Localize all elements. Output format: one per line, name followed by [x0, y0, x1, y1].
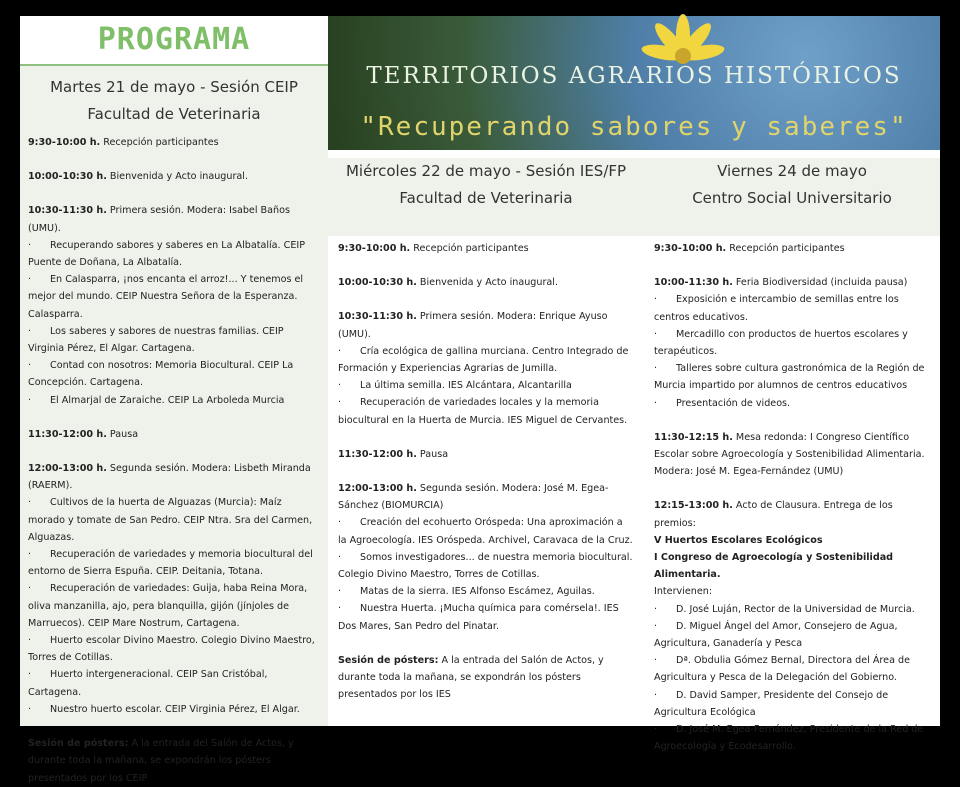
list-item-text: Recuperación de variedades: Guija, haba Reina Mora, oliva manzanilla, ajo, pera blanquilla, gijón (jínjoles de Marruecos). CEIP Mare Nostrum, Cartagena.: [28, 583, 308, 629]
bullet-icon: ·: [338, 551, 342, 563]
entry-text: A la entrada del Salón de Actos, y durante toda la mañana, se expondrán los pósters presentados por los IES: [338, 654, 604, 701]
schedule-entry: [28, 735, 320, 787]
entry-text: Mesa redonda: I Congreso Científico Escolar sobre Agroecología y Sostenibilidad Alimentaria. Modera: José M. Egea-Fernández (UMU): [654, 431, 925, 478]
mid-session-day: Miércoles 22 de mayo - Sesión IES/FP: [345, 162, 627, 180]
entry-time: 10:00-10:30 h.: [28, 171, 107, 183]
list-item-text: Presentación de videos.: [676, 397, 791, 409]
spacer: [338, 635, 634, 652]
entry-time: 10:30-11:30 h.: [28, 205, 107, 217]
left-session-venue: Facultad de Veterinaria: [87, 105, 261, 123]
list-item-text: Somos investigadores... de nuestra memoria biocultural. Colegio Divino Maestro, Torres de Cotillas.: [338, 551, 633, 581]
list-item: [28, 701, 320, 718]
bullet-icon: ·: [28, 703, 32, 715]
bullet-icon: ·: [338, 397, 342, 409]
programa-header: [20, 16, 328, 66]
bullet-icon: ·: [338, 517, 342, 529]
list-item-text: Talleres sobre cultura gastronómica de la Región de Murcia impartido por alumnos de centros educativos: [654, 363, 925, 392]
spacer: [28, 409, 320, 426]
bullet-icon: ·: [28, 583, 32, 595]
list-item-text: Creación del ecohuerto Oróspeda: Una aproximación a la Agroecología. IES Oróspeda. Archivel, Caravaca de la Cruz.: [338, 517, 633, 546]
schedule-entry: [654, 549, 930, 583]
program-card: [20, 16, 940, 784]
bullet-icon: ·: [28, 239, 32, 251]
entry-text: Intervienen:: [654, 586, 713, 598]
entry-time: 11:30-12:00 h.: [338, 448, 417, 460]
programa-title: PROGRAMA: [97, 22, 251, 57]
list-item-text: Nuestra Huerta. ¡Mucha química para comérsela!. IES Dos Mares, San Pedro del Pinatar.: [338, 603, 619, 632]
list-item: [338, 343, 634, 377]
schedule-entry: [338, 480, 634, 514]
list-item-text: Recuperando sabores y saberes en La Albatalía. CEIP Puente de Doñana, La Albatalía.: [28, 239, 306, 269]
list-item: [654, 652, 930, 686]
schedule-entry: [338, 308, 634, 342]
bullet-icon: ·: [28, 325, 32, 337]
bullet-icon: ·: [338, 380, 342, 392]
list-item-text: D. José Luján, Rector de la Universidad de Murcia.: [676, 603, 915, 615]
entry-time: 12:15-13:00 h.: [654, 500, 733, 512]
list-item-text: El Almarjal de Zaraiche. CEIP La Arboleda Murcia: [50, 394, 285, 406]
list-item: [654, 326, 930, 360]
list-item-text: D. David Samper, Presidente del Consejo de Agricultura Ecológica: [654, 689, 889, 718]
entry-text: Recepción participantes: [410, 243, 529, 254]
schedule-entry: [338, 240, 634, 257]
right-session-venue: Centro Social Universitario: [692, 189, 892, 207]
left-schedule: [20, 128, 328, 787]
list-item: [338, 377, 634, 394]
spacer: [654, 412, 930, 429]
schedule-entry: [28, 168, 320, 185]
list-item: [28, 392, 320, 409]
entry-time: 10:00-10:30 h.: [338, 277, 417, 289]
list-item: [28, 580, 320, 632]
bullet-icon: ·: [338, 345, 342, 357]
spacer: [28, 443, 320, 460]
list-item: [28, 632, 320, 666]
banner-title: TERRITORIOS AGRARIOS HISTÓRICOS: [366, 63, 902, 89]
list-item: [28, 494, 320, 546]
list-item-text: Huerto escolar Divino Maestro. Colegio Divino Maestro, Torres de Cotillas.: [28, 635, 315, 664]
entry-time: 10:30-11:30 h.: [338, 311, 417, 323]
list-item: [338, 514, 634, 548]
bullet-icon: ·: [28, 360, 32, 372]
list-item-text: Contad con nosotros: Memoria Biocultural. CEIP La Concepción. Cartagena.: [28, 360, 294, 389]
schedule-entry: [654, 583, 930, 600]
list-item: [654, 360, 930, 394]
entry-time: 10:00-11:30 h.: [654, 277, 733, 289]
entry-text: Recepción participantes: [726, 243, 845, 254]
list-item: [338, 583, 634, 600]
entry-text: Segunda sesión. Modera: Lisbeth Miranda (RAERM).: [28, 463, 311, 492]
entry-text: Bienvenida y Acto inaugural.: [106, 171, 248, 183]
list-item-text: Recuperación de variedades y memoria biocultural del entorno de Sierra Espuña. CEIP. Deitania, Totana.: [28, 549, 313, 578]
list-item-text: Dª. Obdulia Gómez Bernal, Directora del Área de Agricultura y Pesca de la Delegación del Gobierno.: [654, 655, 910, 684]
bullet-icon: ·: [338, 586, 342, 598]
list-item-text: Matas de la sierra. IES Alfonso Escámez, Aguilas.: [360, 586, 595, 598]
bullet-icon: ·: [28, 274, 32, 286]
list-item: [654, 687, 930, 721]
entry-time: Sesión de pósters:: [28, 738, 129, 750]
spacer: [338, 257, 634, 274]
entry-time: 9:30-10:00 h.: [28, 137, 101, 148]
bullet-icon: ·: [28, 635, 32, 647]
list-item-text: Los saberes y sabores de nuestras familias. CEIP Virginia Pérez, El Algar. Cartagena.: [28, 325, 284, 355]
entry-time: 12:00-13:00 h.: [338, 483, 417, 495]
list-item-text: La última semilla. IES Alcántara, Alcantarilla: [360, 380, 572, 392]
spacer: [654, 480, 930, 497]
list-item-text: Nuestro huerto escolar. CEIP Virginia Pérez, El Algar.: [50, 703, 300, 715]
left-column: [20, 16, 328, 784]
entry-text: Primera sesión. Modera: Isabel Baños (UMU).: [28, 205, 290, 234]
list-item: [28, 237, 320, 271]
list-item-text: Exposición e intercambio de semillas entre los centros educativos.: [654, 294, 899, 323]
list-item: [654, 618, 930, 652]
spacer: [28, 151, 320, 168]
right-schedule: [644, 236, 940, 755]
banner-image: [328, 16, 940, 150]
entry-time: 11:30-12:00 h.: [28, 428, 107, 440]
schedule-entry: [28, 460, 320, 494]
bullet-icon: ·: [654, 397, 658, 409]
schedule-entry: [654, 274, 930, 291]
list-item: [28, 666, 320, 700]
list-item-text: En Calasparra, ¡nos encanta el arroz!... Y tenemos el mejor del mundo. CEIP Nuestra Señora de la Esperanza. Calasparra.: [28, 274, 304, 320]
entry-text: A la entrada del Salón de Actos, y durante toda la mañana, se expondrán los pósters presentados por los CEIP: [28, 738, 294, 784]
spacer: [28, 718, 320, 735]
middle-header: [328, 158, 644, 236]
spacer: [338, 463, 634, 480]
schedule-entry: [338, 446, 634, 463]
entry-time: 11:30-12:15 h.: [654, 431, 733, 443]
banner-subtitle: "Recuperando sabores y saberes": [360, 112, 908, 142]
list-item-text: Mercadillo con productos de huertos escolares y terapéuticos.: [654, 328, 908, 358]
bullet-icon: ·: [654, 363, 658, 375]
schedule-entry: [338, 652, 634, 704]
entry-text: Recepción participantes: [100, 137, 219, 148]
spacer: [338, 291, 634, 308]
entry-text: Pausa: [106, 428, 139, 440]
entry-text: Primera sesión. Modera: Enrique Ayuso (UMU).: [338, 311, 608, 340]
entry-text: Acto de Clausura. Entrega de los premios:: [654, 500, 893, 529]
bullet-icon: ·: [654, 328, 658, 340]
entry-text: Pausa: [416, 448, 449, 460]
spacer: [338, 429, 634, 446]
list-item: [654, 601, 930, 618]
list-item: [654, 395, 930, 412]
bullet-icon: ·: [654, 655, 658, 667]
list-item-text: Cultivos de la huerta de Alguazas (Murcia): Maíz morado y tomate de San Pedro. CEIP Ntra. Sra del Carmen, Alguazas.: [28, 497, 313, 543]
bullet-icon: ·: [28, 669, 32, 681]
list-item-text: D. Miguel Ángel del Amor, Consejero de Agua, Agricultura, Ganadería y Pesca: [654, 620, 898, 650]
bullet-icon: ·: [28, 497, 32, 509]
spacer: [28, 185, 320, 202]
list-item: [338, 394, 634, 428]
right-column: [644, 150, 940, 755]
right-header: [644, 158, 940, 236]
entry-text: Segunda sesión. Modera: José M. Egea-Sánchez (BIOMURCIA): [338, 483, 609, 512]
right-session-day: Viernes 24 de mayo: [717, 162, 867, 180]
left-session-day: Martes 21 de mayo - Sesión CEIP: [50, 78, 298, 96]
entry-time: 9:30-10:00 h.: [654, 243, 727, 254]
mid-session-venue: Facultad de Veterinaria: [399, 189, 573, 207]
bullet-icon: ·: [654, 689, 658, 701]
schedule-entry: [654, 497, 930, 531]
bullet-icon: ·: [654, 294, 658, 306]
entry-text: Feria Biodiversidad (incluida pausa): [732, 277, 908, 289]
list-item: [28, 357, 320, 391]
list-item: [338, 549, 634, 583]
list-item-text: Recuperación de variedades locales y la memoria biocultural en la Huerta de Murcia. IES Miguel de Cervantes.: [338, 397, 628, 426]
flower-icon: [638, 16, 728, 106]
mid-schedule: [328, 236, 644, 703]
list-item: [654, 721, 930, 755]
schedule-entry: [28, 134, 320, 151]
list-item: [338, 600, 634, 634]
entry-text: Bienvenida y Acto inaugural.: [416, 277, 558, 289]
list-item: [28, 323, 320, 357]
schedule-entry: [28, 202, 320, 236]
list-item: [28, 271, 320, 323]
entry-time: 12:00-13:00 h.: [28, 463, 107, 475]
list-item: [654, 291, 930, 325]
bullet-icon: ·: [338, 603, 342, 615]
schedule-entry: [338, 274, 634, 291]
entry-time: V Huertos Escolares Ecológicos: [654, 534, 823, 546]
list-item: [28, 546, 320, 580]
entry-time: 9:30-10:00 h.: [338, 243, 411, 254]
entry-time: I Congreso de Agroecología y Sostenibilidad Alimentaria.: [654, 552, 894, 581]
bullet-icon: ·: [654, 620, 658, 632]
bullet-icon: ·: [28, 394, 32, 406]
list-item-text: Cría ecológica de gallina murciana. Centro Integrado de Formación y Experiencias Agrarias de Jumilla.: [338, 345, 629, 375]
schedule-entry: [654, 532, 930, 549]
schedule-entry: [654, 240, 930, 257]
entry-time: Sesión de pósters:: [338, 654, 439, 666]
middle-column: [328, 150, 644, 703]
list-item-text: Huerto intergeneracional. CEIP San Cristóbal, Cartagena.: [28, 669, 268, 698]
list-item-text: D. José M. Egea-Fernández, Presidente de la Red de Agroecología y Ecodesarrollo.: [654, 724, 924, 753]
spacer: [654, 257, 930, 274]
bullet-icon: ·: [28, 549, 32, 561]
schedule-entry: [28, 426, 320, 443]
bullet-icon: ·: [654, 603, 658, 615]
schedule-entry: [654, 429, 930, 481]
bullet-icon: ·: [654, 724, 658, 736]
